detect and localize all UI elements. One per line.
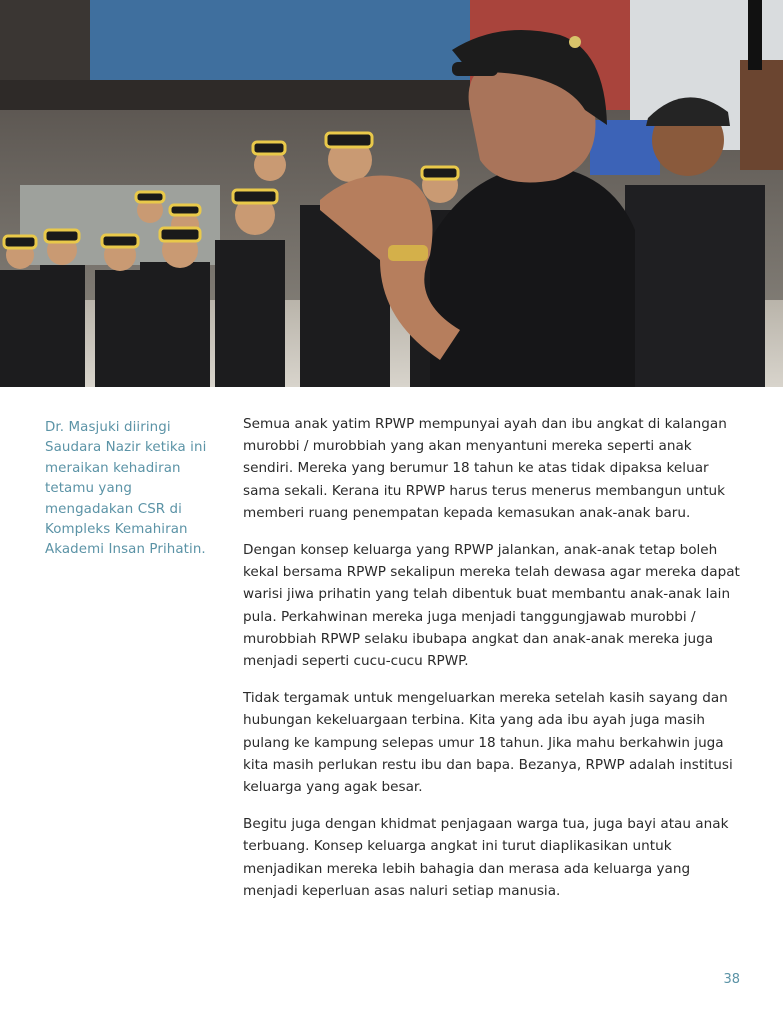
- photo-caption: Dr. Masjuki diiringi Saudara Nazir ketika ini meraikan kehadiran tetamu yang mengadakan CSR di Kompleks Kemahiran Akademi Insan Prihatin.: [45, 420, 207, 558]
- article-body: [243, 413, 743, 917]
- paragraph: Dengan konsep keluarga yang RPWP jalankan, anak-anak tetap boleh kekal bersama RPWP sekalipun mereka telah dewasa agar mereka dapat warisi jiwa prihatin yang telah dibentuk buat membantu anak-anak lain pula. Perkahwinan mereka juga menjadi tanggungjawab murobbi / murobbiah RPWP selaku ibubapa angkat dan anak-anak mereka juga menjadi seperti cucu-cucu RPWP.: [243, 542, 740, 670]
- paragraph: Semua anak yatim RPWP mempunyai ayah dan ibu angkat di kalangan murobbi / murobbiah yang akan menyantuni mereka seperti anak sendiri. Mereka yang berumur 18 tahun ke atas tidak dipaksa keluar sama sekali. Kerana itu RPWP harus terus menerus membangun untuk memberi ruang penempatan kepada kemasukan anak-anak baru.: [243, 416, 727, 521]
- header-photo: [0, 0, 783, 387]
- paragraph: Begitu juga dengan khidmat penjagaan warga tua, juga bayi atau anak terbuang. Konsep keluarga angkat ini turut diaplikasikan untuk menjadikan mereka lebih bahagia dan merasa ada keluarga yang menjadi keperluan asas naluri setiap manusia.: [243, 816, 729, 899]
- page-number: 38: [723, 972, 740, 987]
- photo-illustration: [0, 0, 783, 387]
- paragraph: Tidak tergamak untuk mengeluarkan mereka setelah kasih sayang dan hubungan kekeluargaan terbina. Kita yang ada ibu ayah juga masih pulang ke kampung selepas umur 18 tahun. Jika mahu berkahwin juga kita masih perlukan restu ibu dan bapa. Bezanya, RPWP adalah institusi keluarga yang agak besar.: [243, 690, 733, 796]
